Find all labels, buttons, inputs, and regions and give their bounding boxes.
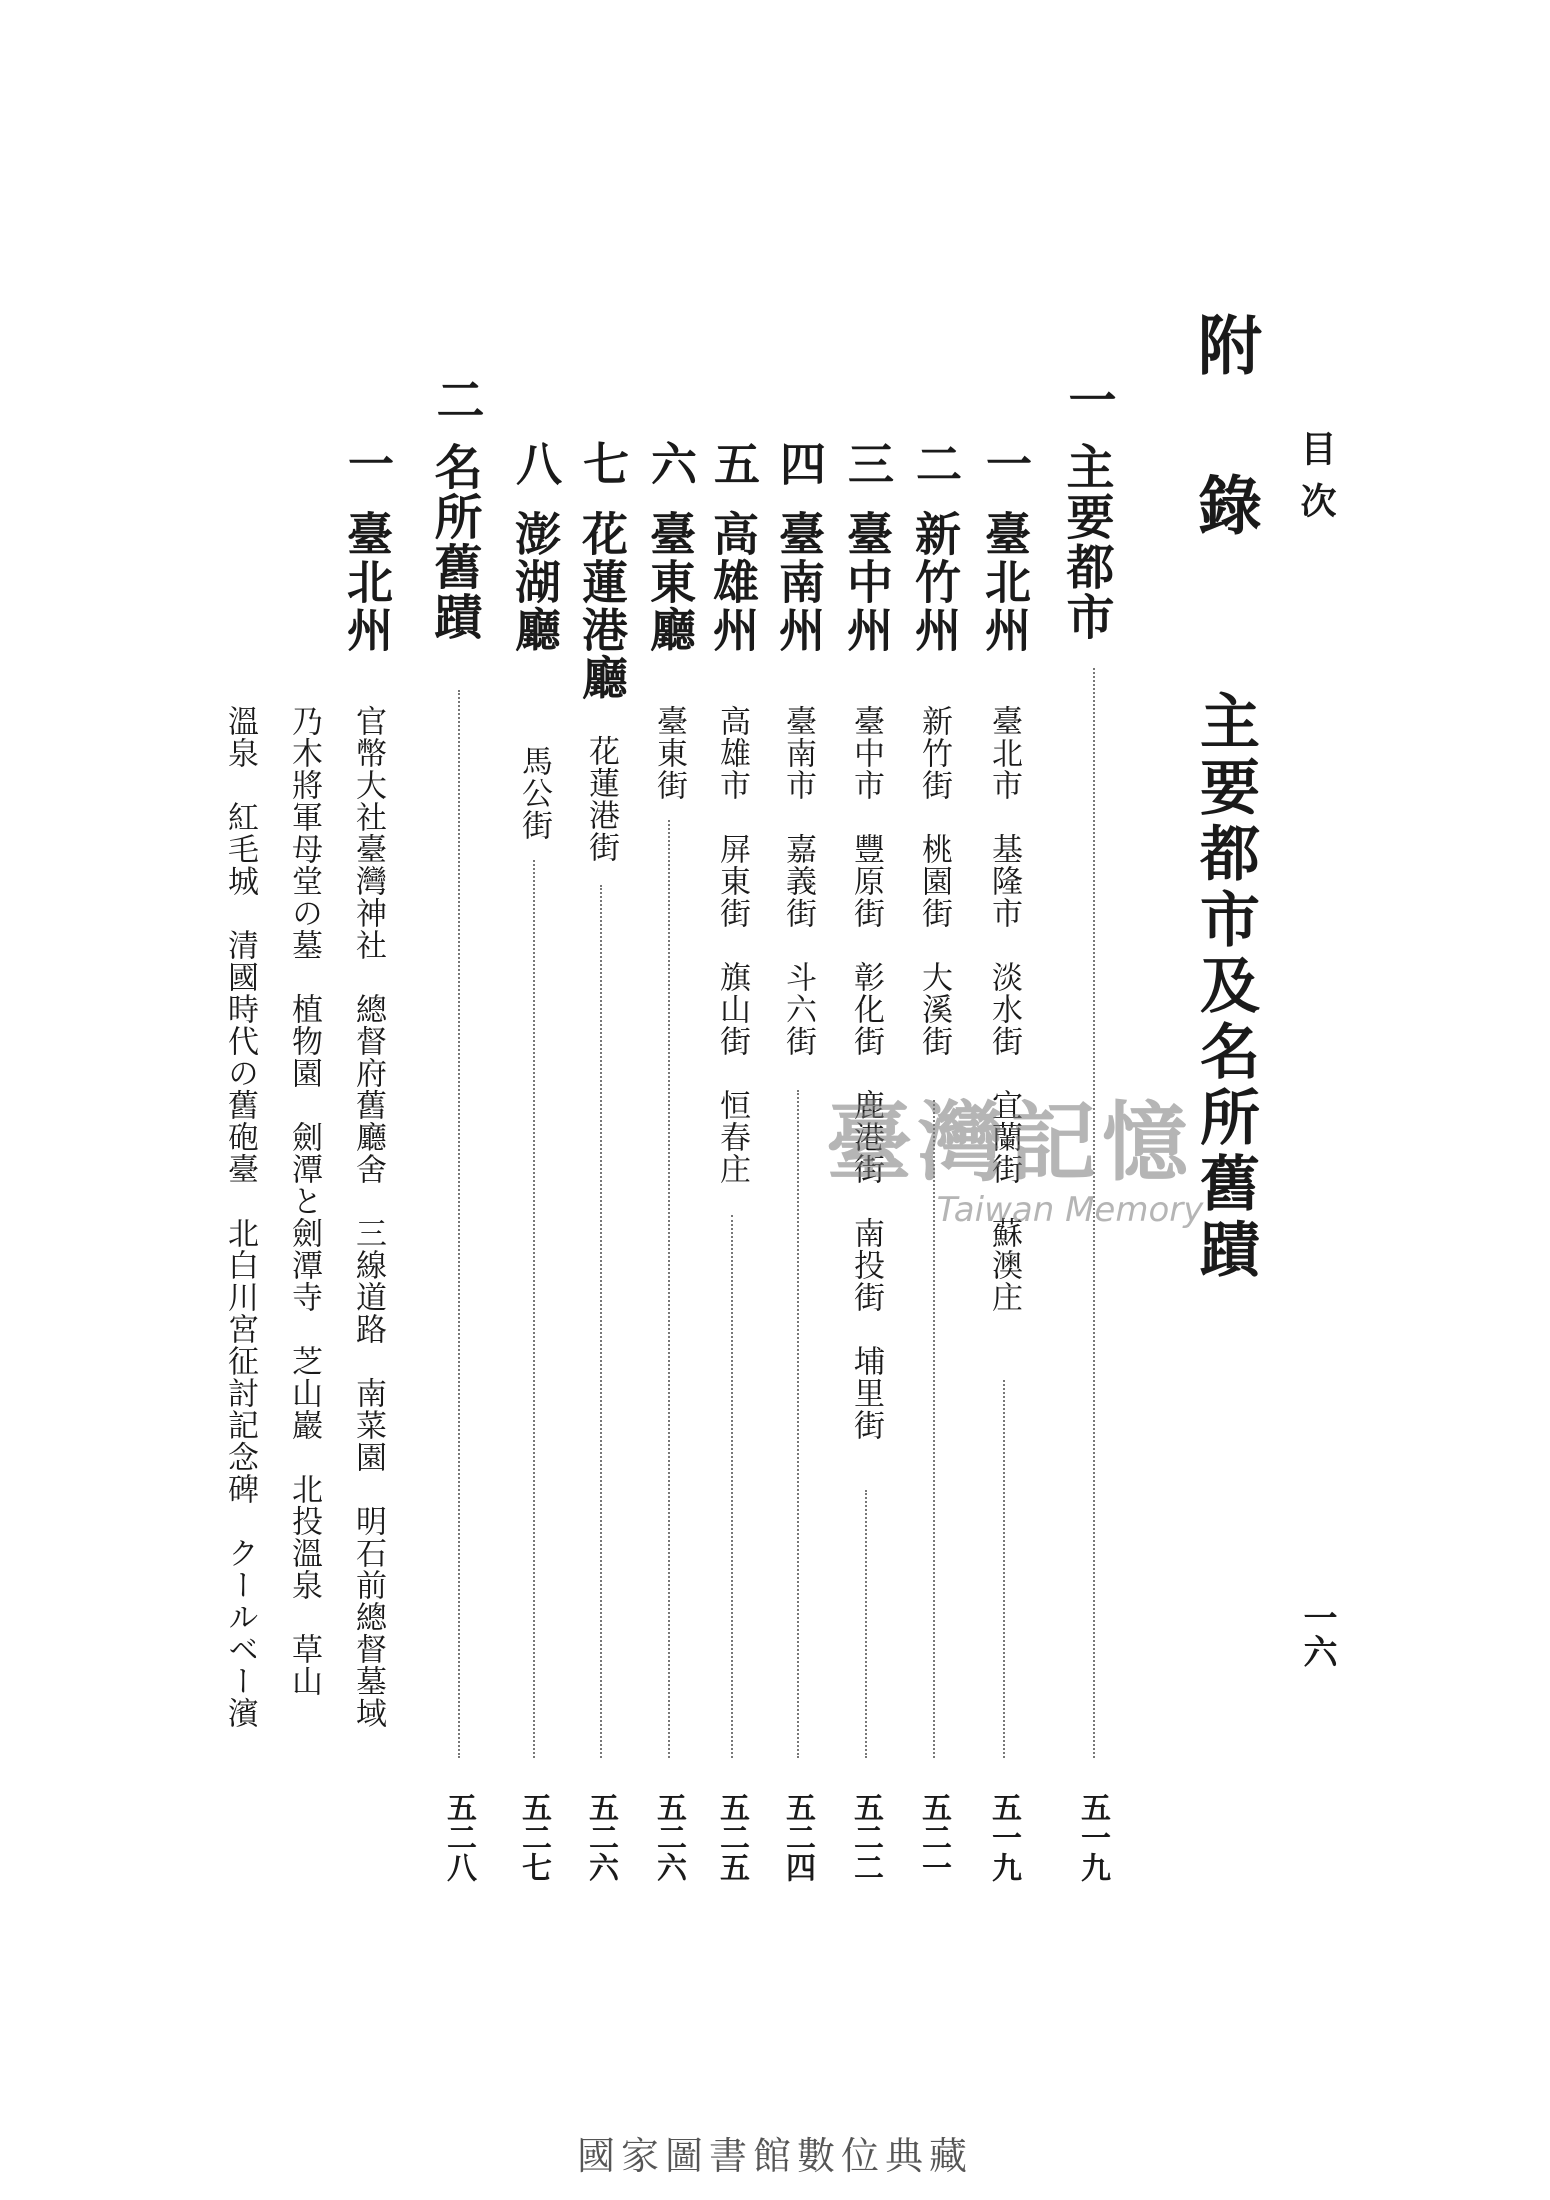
item-1-6-name: 臺東廳 — [643, 510, 697, 654]
item-1-4-page: 五二四 — [780, 1792, 815, 1882]
item-1-7-places: 花蓮港街 — [583, 735, 619, 863]
item-1-8-places: 馬公街 — [516, 745, 552, 841]
item-2-1-line-3: 溫泉 紅毛城 清國時代の舊砲臺 北白川宮征討記念碑 クールベー濱 — [222, 705, 258, 1729]
main-title: 主要都市及名所舊蹟 — [1190, 690, 1260, 1284]
item-1-4-name: 臺南州 — [772, 510, 826, 654]
item-1-7-name: 花蓮港廳 — [575, 510, 629, 702]
item-1-3-page: 五二二 — [848, 1792, 883, 1882]
item-1-7-leader-dots — [600, 885, 602, 1758]
item-1-3-leader-dots — [865, 1490, 867, 1758]
item-1-4-number: 四 — [773, 440, 827, 486]
item-1-2-places: 新竹街 桃園街 大溪街 — [916, 705, 952, 1057]
item-1-1-name: 臺北州 — [978, 510, 1032, 654]
item-1-3-number: 三 — [841, 440, 895, 486]
item-1-6-places: 臺東街 — [651, 705, 687, 801]
item-1-1-number: 一 — [979, 440, 1033, 486]
item-1-3-name: 臺中州 — [840, 510, 894, 654]
item-1-1-leader-dots — [1003, 1380, 1005, 1758]
item-1-3-places: 臺中市 豐原街 彰化街 鹿港街 南投街 埔里街 — [848, 705, 884, 1441]
section-1-number: 一 — [1060, 375, 1116, 423]
watermark — [780, 1080, 1240, 1250]
section-2-leader-dots — [458, 690, 460, 1758]
item-1-2-name: 新竹州 — [908, 510, 962, 654]
item-2-1-name: 臺北州 — [340, 510, 394, 654]
item-1-8-page: 五二七 — [516, 1792, 551, 1882]
item-1-5-name: 高雄州 — [706, 510, 760, 654]
watermark-en-text: Taiwan Memory — [936, 1190, 1204, 1230]
item-1-7-page: 五二六 — [583, 1792, 618, 1882]
section-2-title: 名所舊蹟 — [426, 442, 482, 642]
item-1-2-page: 五二一 — [916, 1792, 951, 1882]
item-2-1-line-1: 官幣大社臺灣神社 總督府舊廳舍 三線道路 南菜園 明石前總督墓域 — [350, 705, 386, 1729]
section-1-title: 主要都市 — [1058, 442, 1114, 642]
footer-collection-credit: 國家圖書館數位典藏 — [576, 2134, 973, 2178]
section-1-page: 五一九 — [1075, 1792, 1110, 1882]
running-header-label: 目次 — [1295, 430, 1337, 534]
page-number: 一六 — [1297, 1600, 1337, 1668]
item-1-2-number: 二 — [909, 440, 963, 486]
watermark-cjk-text: 臺灣記憶 — [826, 1092, 1194, 1193]
item-1-8-name: 澎湖廳 — [508, 510, 562, 654]
section-2-page: 五二八 — [441, 1792, 476, 1882]
item-2-1-line-2: 乃木將軍母堂の墓 植物園 劍潭と劍潭寺 芝山巖 北投溫泉 草山 — [286, 705, 322, 1697]
item-1-8-number: 八 — [509, 440, 563, 486]
item-1-6-leader-dots — [668, 820, 670, 1758]
item-1-5-number: 五 — [707, 440, 761, 486]
item-1-5-leader-dots — [731, 1215, 733, 1758]
item-1-8-leader-dots — [533, 860, 535, 1758]
item-1-5-page: 五二五 — [714, 1792, 749, 1882]
item-1-6-page: 五二六 — [651, 1792, 686, 1882]
item-1-1-page: 五一九 — [986, 1792, 1021, 1882]
item-1-7-number: 七 — [576, 440, 630, 486]
section-2-number: 二 — [428, 375, 484, 423]
appendix-title: 附錄 — [1187, 312, 1262, 632]
item-2-1-number: 一 — [341, 440, 395, 486]
item-1-4-places: 臺南市 嘉義街 斗六街 — [780, 705, 816, 1057]
item-1-6-number: 六 — [644, 440, 698, 486]
item-1-5-places: 高雄市 屏東街 旗山街 恒春庄 — [714, 705, 750, 1185]
item-1-1-places: 臺北市 基隆市 淡水街 宜蘭街 蘇澳庄 — [986, 705, 1022, 1313]
